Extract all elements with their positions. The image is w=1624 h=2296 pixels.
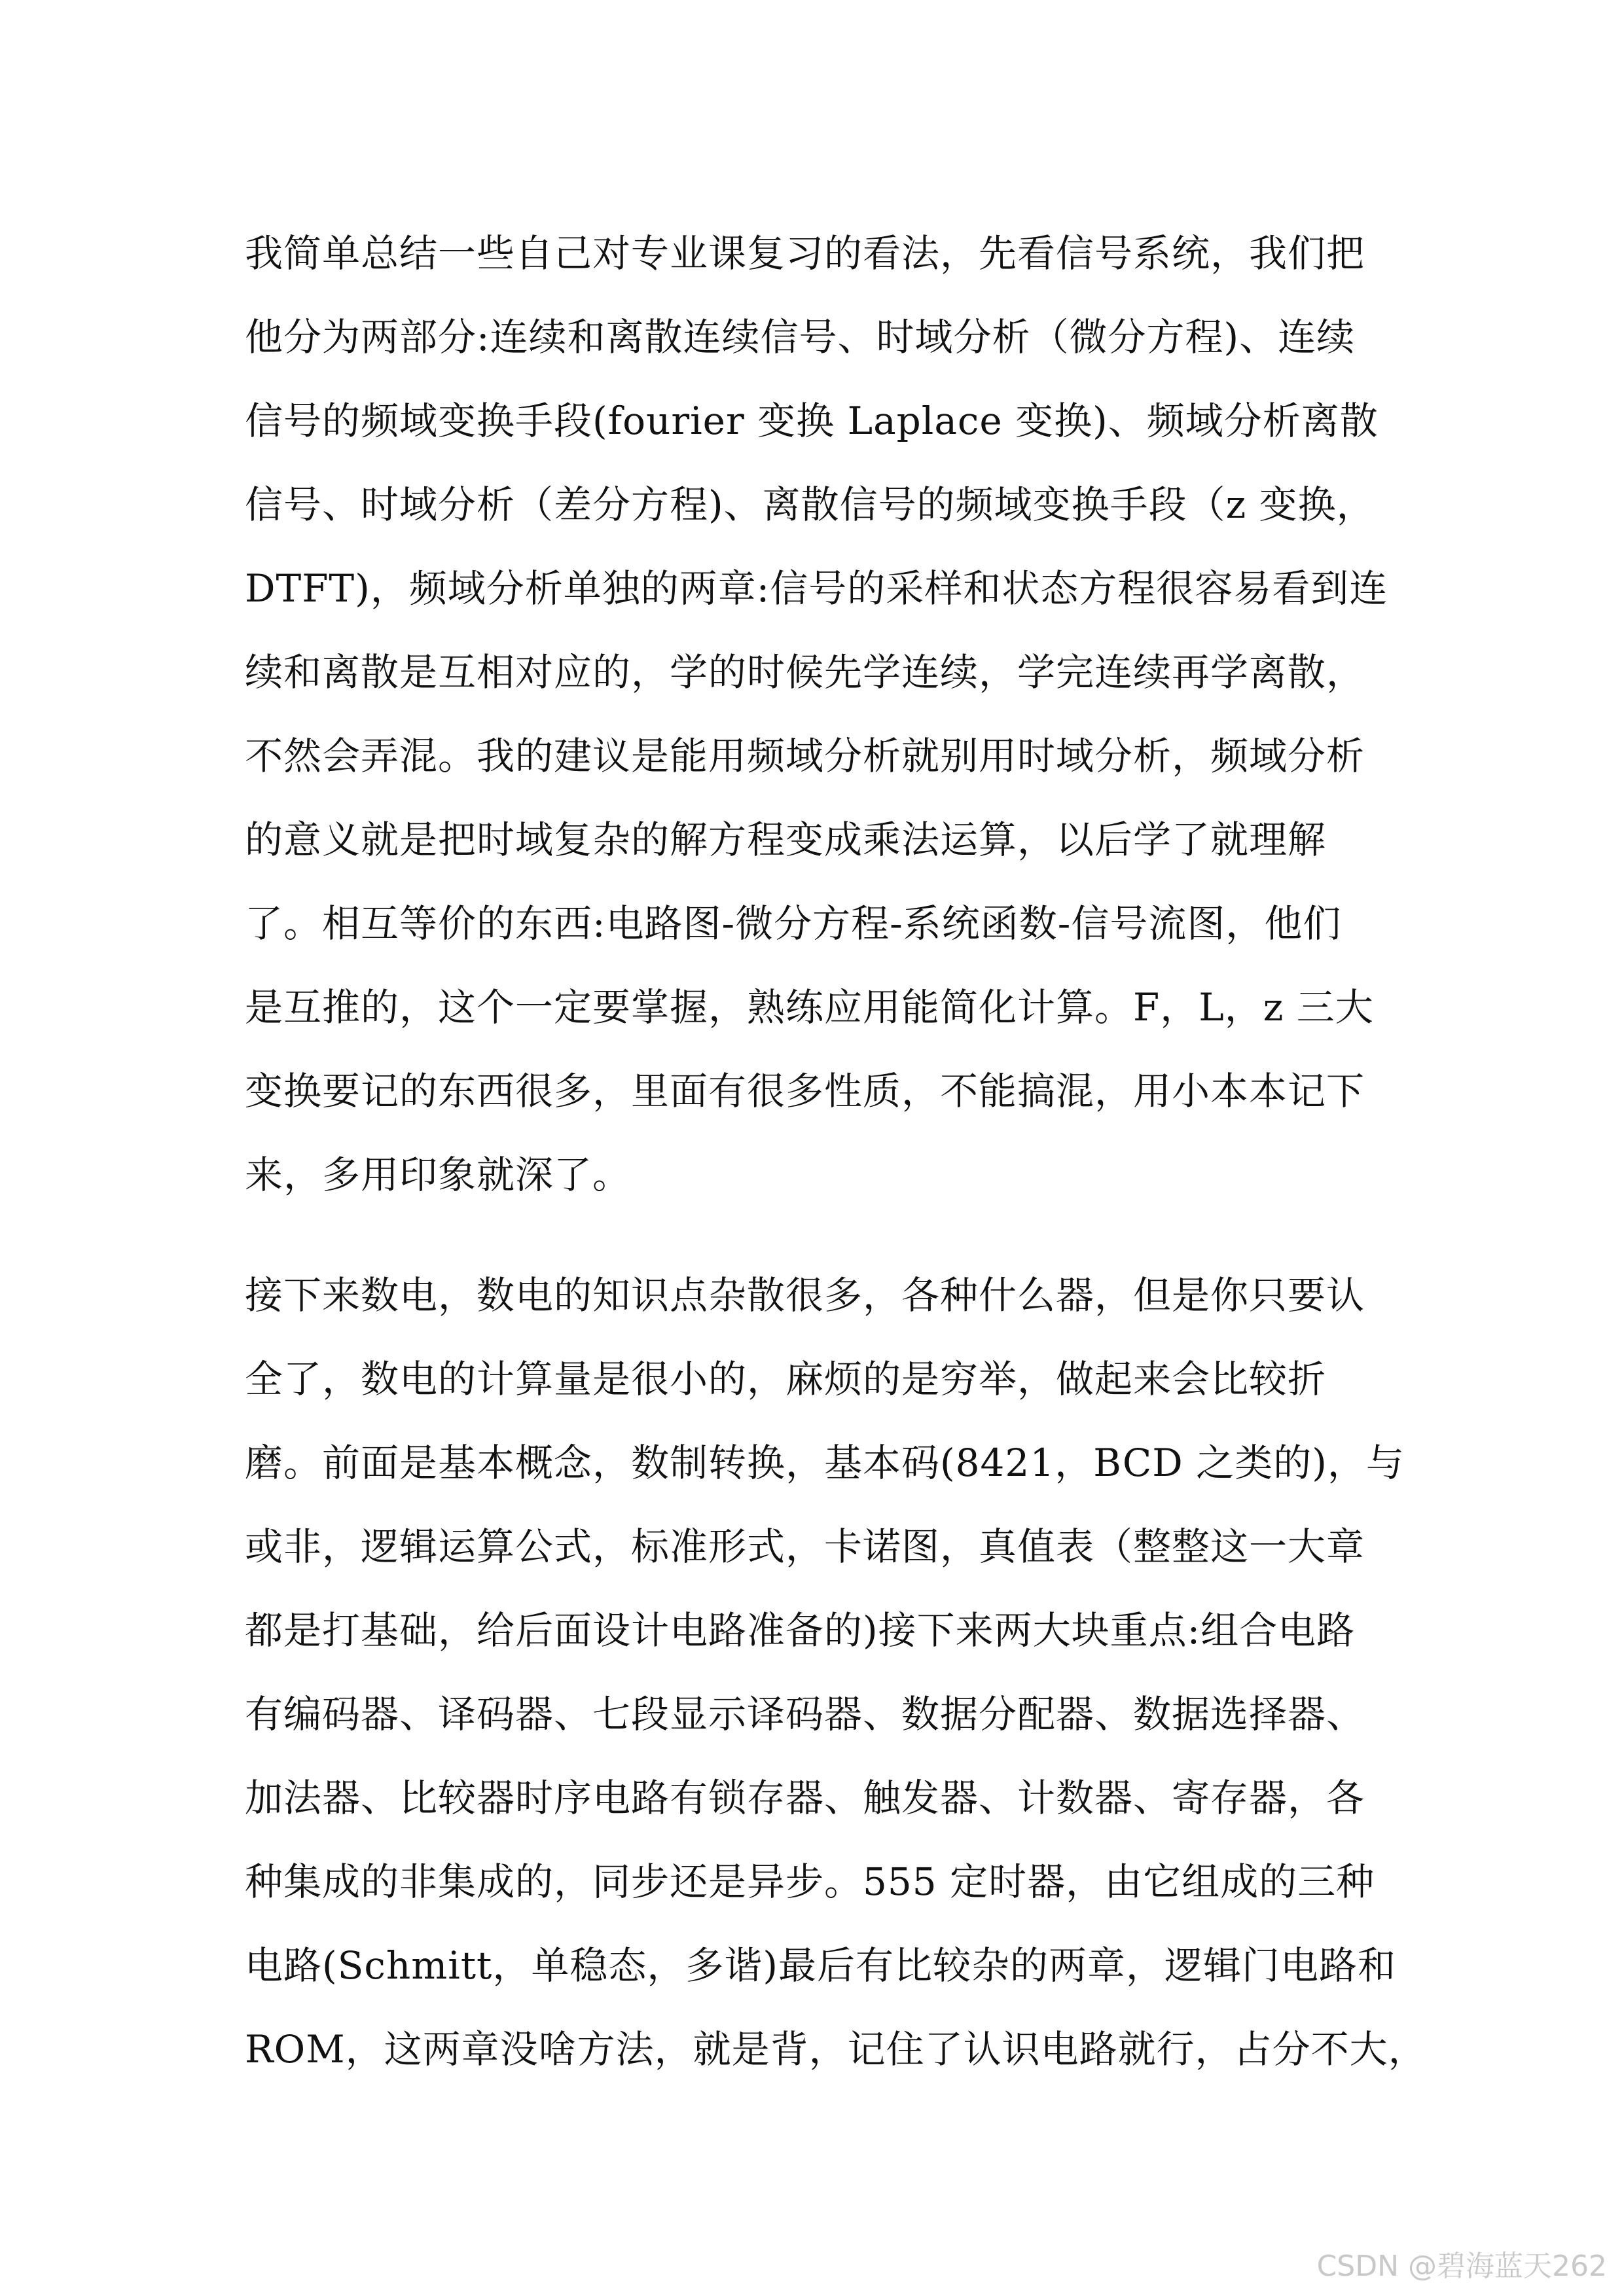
text-line: ROM，这两章没啥方法，就是背，记住了认识电路就行，占分不大， <box>245 2027 1427 2072</box>
text-line: 都是打基础，给后面设计电路准备的)接下来两大块重点:组合电路 <box>245 1608 1356 1653</box>
text-line: 信号、时域分析（差分方程)、离散信号的频域变换手段（z 变换， <box>245 482 1375 527</box>
text-line: DTFT)，频域分析单独的两章:信号的采样和状态方程很容易看到连 <box>245 566 1388 611</box>
text-line: 有编码器、译码器、七段显示译码器、数据分配器、数据选择器、 <box>245 1692 1365 1736</box>
text-line: 续和离散是互相对应的，学的时候先学连续，学完连续再学离散， <box>245 650 1365 694</box>
text-line: 的意义就是把时域复杂的解方程变成乘法运算，以后学了就理解 <box>245 817 1327 862</box>
text-line: 电路(Schmitt，单稳态，多谐)最后有比较杂的两章，逻辑门电路和 <box>245 1943 1396 1988</box>
text-line: 全了，数电的计算量是很小的，麻烦的是穷举，做起来会比较折 <box>245 1357 1327 1401</box>
text-line: 不然会弄混。我的建议是能用频域分析就别用时域分析，频域分析 <box>245 734 1365 778</box>
paragraph-signals-systems <box>245 211 1388 1217</box>
csdn-watermark: CSDN @碧海蓝天262 <box>1316 2250 1607 2283</box>
text-line: 来，多用印象就深了。 <box>245 1153 632 1197</box>
text-line: 接下来数电，数电的知识点杂散很多，各种什么器，但是你只要认 <box>245 1273 1365 1318</box>
text-line: 是互推的，这个一定要掌握，熟练应用能简化计算。F，L，z 三大 <box>245 985 1374 1030</box>
text-line: 磨。前面是基本概念，数制转换，基本码(8421，BCD 之类的)，与 <box>245 1441 1405 1485</box>
text-line: 了。相互等价的东西:电路图-微分方程-系统函数-信号流图，他们 <box>245 901 1342 946</box>
text-line: 变换要记的东西很多，里面有很多性质，不能搞混，用小本本记下 <box>245 1069 1365 1113</box>
text-line: 信号的频域变换手段(fourier 变换 Laplace 变换)、频域分析离散 <box>245 399 1379 443</box>
text-line: 种集成的非集成的，同步还是异步。555 定时器，由它组成的三种 <box>245 1859 1375 1904</box>
text-line: 我简单总结一些自己对专业课复习的看法，先看信号系统，我们把 <box>245 231 1365 276</box>
text-line: 加法器、比较器时序电路有锁存器、触发器、计数器、寄存器，各 <box>245 1776 1365 1820</box>
text-line: 他分为两部分:连续和离散连续信号、时域分析（微分方程)、连续 <box>245 315 1356 359</box>
text-line: 或非，逻辑运算公式，标准形式，卡诺图，真值表（整整这一大章 <box>245 1524 1365 1569</box>
paragraph-digital-electronics <box>245 1253 1427 2091</box>
